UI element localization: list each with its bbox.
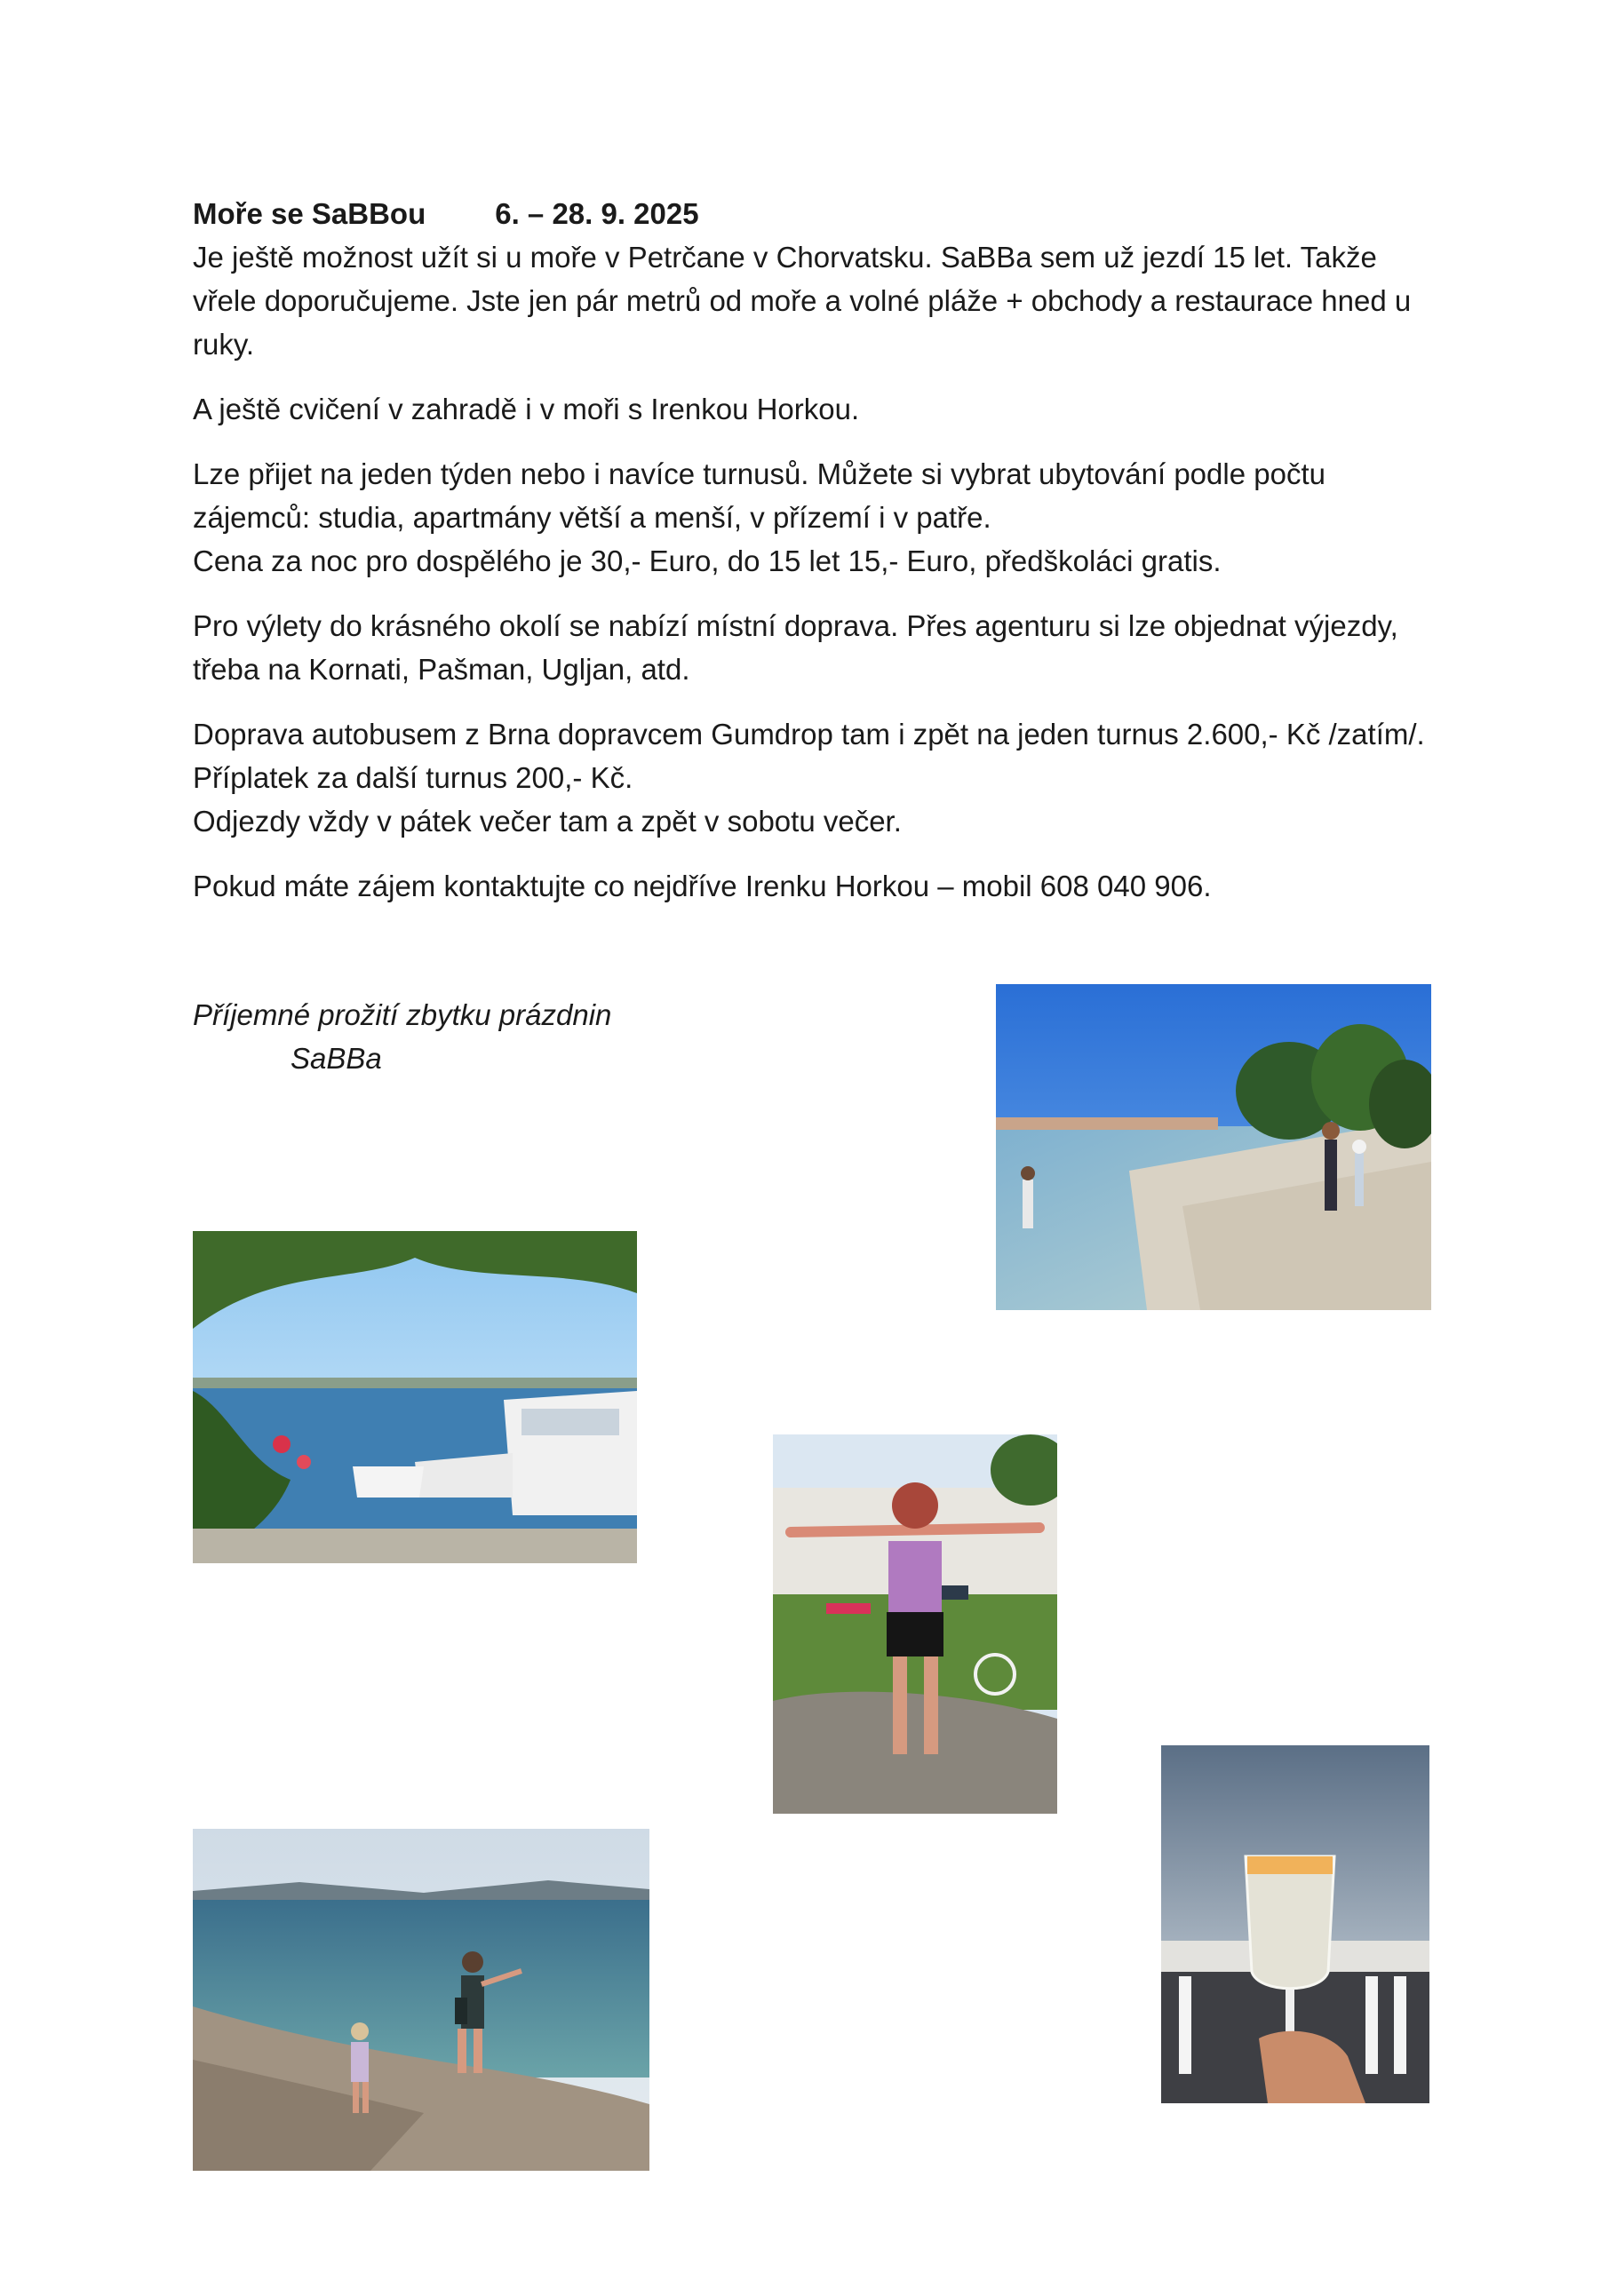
departure-line: Odjezdy vždy v pátek večer tam a zpět v sobotu večer.: [193, 805, 902, 838]
exercise-photo: [773, 1434, 1057, 1814]
paragraph-exercise: [193, 387, 1437, 431]
paragraph-line: Je ještě možnost užít si u moře v Petrčane v Chorvatsku. SaBBa sem už jezdí 15 let. Takže vřele doporučujeme. Jste jen pár metrů od moře a volné pláže + obchody a restaurace hned u ruky.: [193, 241, 1412, 361]
paragraph-transport: [193, 712, 1437, 843]
paragraph-trips: [193, 604, 1437, 691]
wine-photo: [1161, 1745, 1429, 2103]
harbor-photo: [193, 1231, 637, 1563]
greeting: [193, 993, 611, 1080]
paragraph-accommodation: [193, 452, 1437, 583]
paragraph-line: Lze přijet na jeden týden nebo i navíce turnusů. Můžete si vybrat ubytování podle počtu zájemců: studia, apartmány větší a menší, v přízemí i v patře.: [193, 457, 1325, 534]
signature: SaBBa: [291, 1042, 382, 1075]
heading-title: Moře se SaBBou: [193, 197, 426, 230]
paragraph-contact: [193, 864, 1437, 908]
beach-photo: [996, 984, 1431, 1310]
announcement-text: [193, 192, 1437, 929]
paragraph-line: A ještě cvičení v zahradě i v moři s Irenkou Horkou.: [193, 393, 860, 425]
paragraph-line: Pro výlety do krásného okolí se nabízí místní doprava. Přes agenturu si lze objednat výjezdy, třeba na Kornati, Pašman, Ugljan, atd.: [193, 609, 1398, 686]
rocky-shore-photo: [193, 1829, 649, 2171]
heading: [193, 192, 1437, 235]
price-line: Cena za noc pro dospělého je 30,- Euro, do 15 let 15,- Euro, předškoláci gratis.: [193, 544, 1222, 577]
paragraph-line: Doprava autobusem z Brna dopravcem Gumdrop tam i zpět na jeden turnus 2.600,- Kč /zatím/. Příplatek za další turnus 200,- Kč.: [193, 718, 1425, 794]
heading-dates: 6. – 28. 9. 2025: [495, 197, 699, 230]
paragraph-intro: [193, 235, 1437, 366]
greeting-line: Příjemné prožití zbytku prázdnin: [193, 998, 612, 1031]
contact-line: Pokud máte zájem kontaktujte co nejdříve Irenku Horkou – mobil 608 040 906.: [193, 870, 1212, 902]
